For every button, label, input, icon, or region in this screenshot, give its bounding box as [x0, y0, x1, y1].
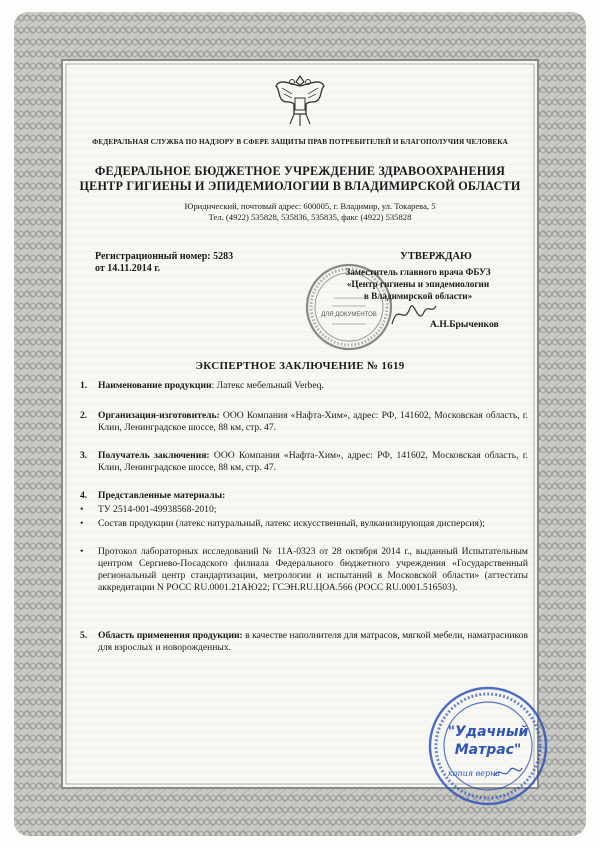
material-text: Состав продукции (латекс натуральный, латекс искусственный, вулканизирующая дисперсия);: [98, 518, 485, 529]
section-number: 1.: [80, 380, 88, 391]
section-label: Область применения продукции:: [98, 630, 243, 641]
org-title-line2: ЦЕНТР ГИГИЕНЫ И ЭПИДЕМИОЛОГИИ В ВЛАДИМИРСКОЙ ОБЛАСТИ: [79, 179, 521, 193]
section-text: : Латекс мебельный Verbeq.: [211, 380, 324, 391]
seal-text: ДЛЯ ДОКУМЕНТОВ: [321, 312, 377, 318]
registration-number: Регистрационный номер: 5283: [95, 251, 234, 262]
section-number: 4.: [80, 490, 88, 501]
bullet-icon: •: [80, 546, 84, 557]
list-item: [80, 546, 528, 594]
signer-name: А.Н.Брыченков: [430, 319, 499, 330]
section-number: 5.: [80, 630, 88, 641]
section-recipient: [80, 450, 528, 474]
stamp-line1: "Удачный: [447, 724, 529, 740]
bullet-icon: •: [80, 504, 84, 515]
approval-region: в Владимирской области»: [363, 291, 473, 301]
section-text: ООО Компания «Нафта-Хим», адрес: РФ, 141602, Московская область, г. Клин, Ленинградское шоссе, 88 км, стр. 47.: [98, 410, 528, 433]
bullet-icon: •: [80, 518, 84, 529]
section-number: 3.: [80, 450, 88, 461]
approval-center: «Центр гигиены и эпидемиологии: [346, 279, 490, 289]
stamp-copy-text: копия верна: [447, 769, 501, 778]
section-text: в качестве наполнителя для матрасов, мягкой мебели, наматрасников для взрослых и новорожденных.: [98, 630, 528, 653]
section-number: 2.: [80, 410, 88, 421]
agency-name: ФЕДЕРАЛЬНАЯ СЛУЖБА ПО НАДЗОРУ В СФЕРЕ ЗАЩИТЫ ПРАВ ПОТРЕБИТЕЛЕЙ И БЛАГОПОЛУЧИЯ ЧЕЛОВЕКА: [92, 138, 508, 146]
section-label: Получатель заключения:: [98, 450, 210, 461]
section-text: ООО Компания «Нафта-Хим», адрес: РФ, 141602, Московская область, г. Клин, Ленинградское шоссе, 88 км, стр. 47.: [98, 450, 529, 473]
document-title: ЭКСПЕРТНОЕ ЗАКЛЮЧЕНИЕ № 1619: [195, 360, 405, 372]
section-label: Представленные материалы:: [98, 490, 226, 501]
address-line2: Тел. (4922) 535828, 535836, 535835, факс (4922) 535828: [208, 212, 412, 222]
section-materials: [80, 490, 528, 502]
section-application: [80, 630, 528, 654]
address-line1: Юридический, почтовый адрес: 600005, г. Владимир, ул. Токарева, 5: [184, 201, 436, 211]
section-label: Наименование продукции: [98, 380, 212, 391]
registration-date: от 14.11.2014 г.: [95, 263, 161, 274]
list-item: [80, 518, 528, 530]
stamp-line2: Матрас": [454, 742, 522, 758]
material-text: Протокол лабораторных исследований № 11А-0323 от 28 октября 2014 г., выданный Испытательным центром Сергиево-Посадского филиала Федерального бюджетного учреждения «Государственный региональный центр стандартизации, метрологии и испытаний в Московской области» (аттестаты аккредитации N РОСС RU.0001.21АЮ22; ГСЭН.RU.ЦОА.566 (РОСС RU.0001.516503).: [98, 546, 528, 593]
section-manufacturer: [80, 410, 528, 434]
list-item: [80, 504, 528, 516]
eagle-emblem-icon: [272, 70, 328, 130]
org-title-line1: ФЕДЕРАЛЬНОЕ БЮДЖЕТНОЕ УЧРЕЖДЕНИЕ ЗДРАВООХРАНЕНИЯ: [94, 164, 506, 178]
material-text: ТУ 2514-001-49938568-2010;: [98, 504, 217, 515]
approval-deputy: Заместитель главного врача ФБУЗ: [345, 267, 491, 277]
approval-heading: УТВЕРЖДАЮ: [400, 251, 472, 262]
blue-company-stamp-icon: [426, 684, 550, 808]
section-label: Организация-изготовитель:: [98, 410, 220, 421]
section-product-name: [80, 380, 528, 392]
